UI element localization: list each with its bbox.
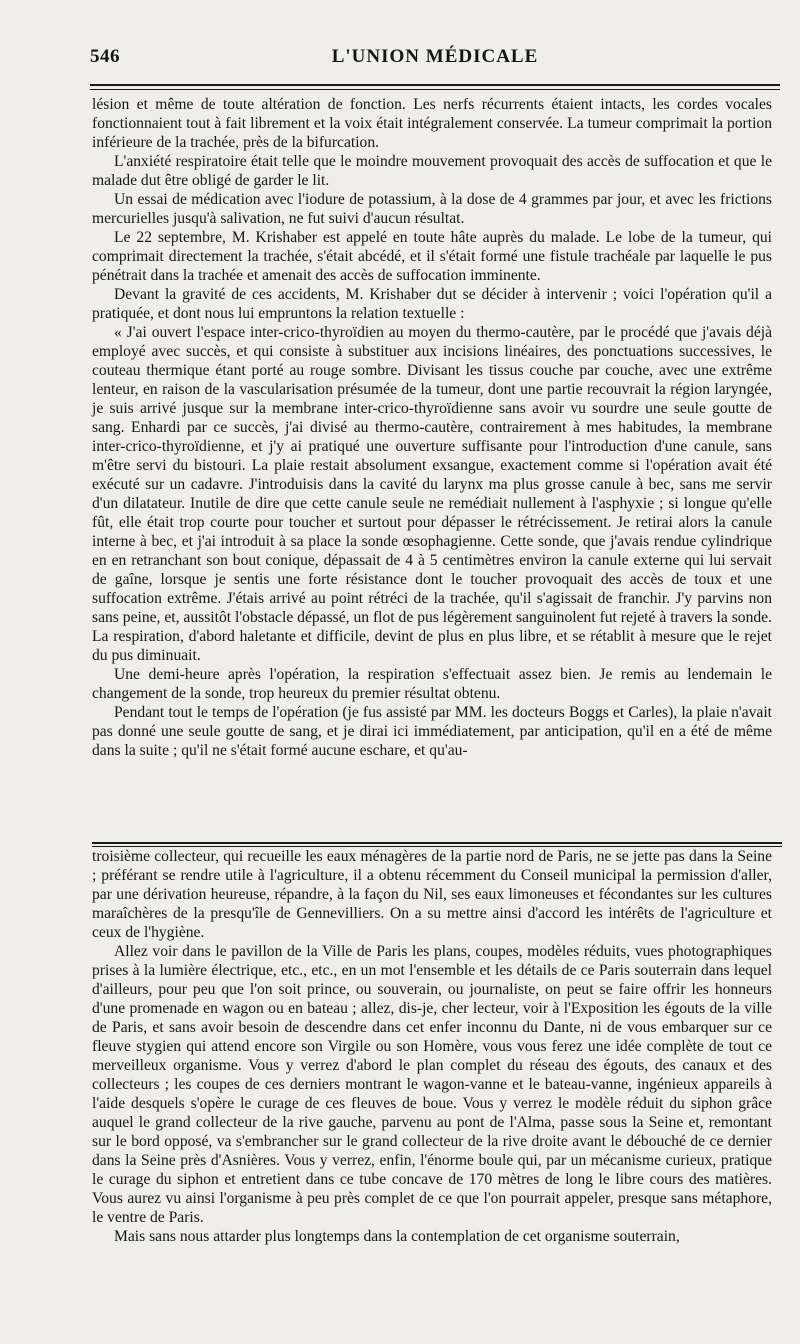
paragraph: Une demi-heure après l'opération, la respiration s'effectuait assez bien. Je remis au lendemain le changement de la sonde, trop heureux du premier résultat obtenu.: [92, 666, 772, 702]
journal-title: L'UNION MÉDICALE: [331, 46, 539, 67]
page-number: 546: [90, 46, 120, 67]
header-rule: [90, 84, 780, 86]
paragraph: L'anxiété respiratoire était telle que le moindre mouvement provoquait des accès de suffocation et que le malade dut être obligé de garder le lit.: [92, 153, 772, 189]
paragraph: Mais sans nous attarder plus longtemps dans la contemplation de cet organisme souterrain,: [114, 1228, 680, 1245]
paragraph: Allez voir dans le pavillon de la Ville de Paris les plans, coupes, modèles réduits, vues photographiques prises à la lumière électrique, etc., etc., en un mot l'ensemble et les détails de ce Paris souterrain dans lequel d'ailleurs, pour peu que l'on soit prince, ou souverain, ou journaliste, on peut se faire offrir les honneurs d'une promenade en wagon ou en bateau ; allez, dis-je, cher lecteur, voir à l'Exposition les égouts de la ville de Paris, et sans avoir besoin de descendre dans cet enfer inconnu du Dante, ni de vous embarquer sur ce fleuve stygien qui attend encore son Virgile ou son Homère, vous vous ferez une idée complète de tout ce merveilleux organisme. Vous y verrez d'abord le plan complet du réseau des égouts, des canaux et des collecteurs ; les coupes de ces derniers montrant le wagon-vanne et le bateau-vanne, ingénieux appareils à l'aide desquels s'opère le curage de ces fleuves de boue. Vous y verrez le modèle réduit du siphon grâce auquel le grand collecteur de la rive gauche, parvenu au pont de l'Alma, passe sous la Seine et, remontant sur le bord opposé, va s'embrancher sur le grand collecteur de la rive droite avant le débouché de ce dernier dans la Seine près d'Asnières. Vous y verrez, enfin, l'énorme boule qui, par un mécanisme curieux, pratique le curage du siphon et entretient dans ce tube concave de 170 mètres de long le libre cours des matières. Vous aurez vu ainsi l'organisme à peu près complet de ce que l'on pourrait appeler, presque sans métaphore, le ventre de Paris.: [92, 943, 772, 1226]
feuilleton-separator: [92, 842, 782, 844]
quoted-paragraph: « J'ai ouvert l'espace inter-crico-thyroïdien au moyen du thermo-cautère, par le procédé que j'avais déjà employé avec succès, et qui consiste à substituer aux incisions linéaires, des ponctuations successives, le couteau thermique étant porté au rouge sombre. Divisant les tissus couche par couche, avec une extrême lenteur, en raison de la vascularisation présumée de la tumeur, dont une partie recouvrait la région laryngée, je suis arrivé jusque sur la membrane inter-crico-thyroïdienne sans avoir vu sourdre une seule goutte de sang. Enhardi par ce succès, j'ai divisé au thermo-cautère, contrairement à mes habitudes, la membrane inter-crico-thyroïdienne, et j'y ai pratiqué une ouverture suffisante pour l'introduction d'une canule, sans m'être servi du bistouri. La plaie restait absolument exsangue, exactement comme si l'opération avait été exécuté sur un cadavre. J'introduisis dans la cavité du larynx ma plus grosse canule à bec, sans me servir d'un dilatateur. Inutile de dire que cette canule seule ne remédiait nullement à l'asphyxie ; si longue qu'elle fût, elle était trop courte pour toucher et surtout pour dépasser le rétrécissement. Je retirai alors la canule interne à bec, et j'ai introduit à sa place la sonde œsophagienne. Cette sonde, que j'avais rendue cylindrique en en retranchant son bout conique, dépassait de 4 à 5 centimètres environ la canule externe qui lui servait de gaîne, lorsque je sentis une forte résistance dont le toucher provoquait des accès de toux et une suffocation extrême. J'étais arrivé au point rétréci de la trachée, qu'il s'agissait de franchir. J'y parvins non sans peine, et, aussitôt l'obstacle dépassé, un flot de pus légèrement sanguinolent fut rejeté à travers la sonde. La respiration, d'abord haletante et difficile, devint de plus en plus libre, et se rétablit à mesure que le rejet du pus diminuait.: [92, 324, 772, 664]
article-text: [92, 95, 772, 760]
header-rule-thin: [90, 89, 780, 90]
paragraph: lésion et même de toute altération de fonction. Les nerfs récurrents étaient intacts, les cordes vocales fonctionnaient tout à fait librement et la voix était intégralement conservée. La tumeur comprimait la portion inférieure de la trachée, près de la bifurcation.: [92, 96, 772, 151]
paragraph: Le 22 septembre, M. Krishaber est appelé en toute hâte auprès du malade. Le lobe de la tumeur, qui comprimait directement la trachée, s'était abcédé, et il s'était formé une fistule trachéale par laquelle le pus pénétrait dans la trachée et amenait des accès de suffocation imminente.: [92, 229, 772, 284]
paragraph: Devant la gravité de ces accidents, M. Krishaber dut se décider à intervenir ; voici l'opération qu'il a pratiquée, et dont nous lui empruntons la relation textuelle :: [92, 286, 772, 322]
paragraph: Un essai de médication avec l'iodure de potassium, à la dose de 4 grammes par jour, et avec les frictions mercurielles jusqu'à salivation, ne fut suivi d'aucun résultat.: [92, 191, 772, 227]
feuilleton-text: [92, 847, 772, 1246]
running-header: [90, 46, 780, 76]
paragraph: Pendant tout le temps de l'opération (je fus assisté par MM. les docteurs Boggs et Carles), la plaie n'avait pas donné une seule goutte de sang, et je dirai ici immédiatement, par anticipation, qu'il en a été de même dans la suite ; qu'il ne s'était formé aucune eschare, et qu'au-: [92, 704, 772, 759]
paragraph: troisième collecteur, qui recueille les eaux ménagères de la partie nord de Paris, ne se jette pas dans la Seine ; préférant se rendre utile à l'agriculture, il a obtenu récemment du Conseil municipal la permission d'aller, par une dérivation heureuse, répandre, à la façon du Nil, ses eaux limoneuses et fécondantes sur les cultures maraîchères de la presqu'île de Gennevilliers. On a su mettre ainsi d'accord les intérêts de l'agriculture et ceux de l'hygiène.: [92, 848, 772, 941]
